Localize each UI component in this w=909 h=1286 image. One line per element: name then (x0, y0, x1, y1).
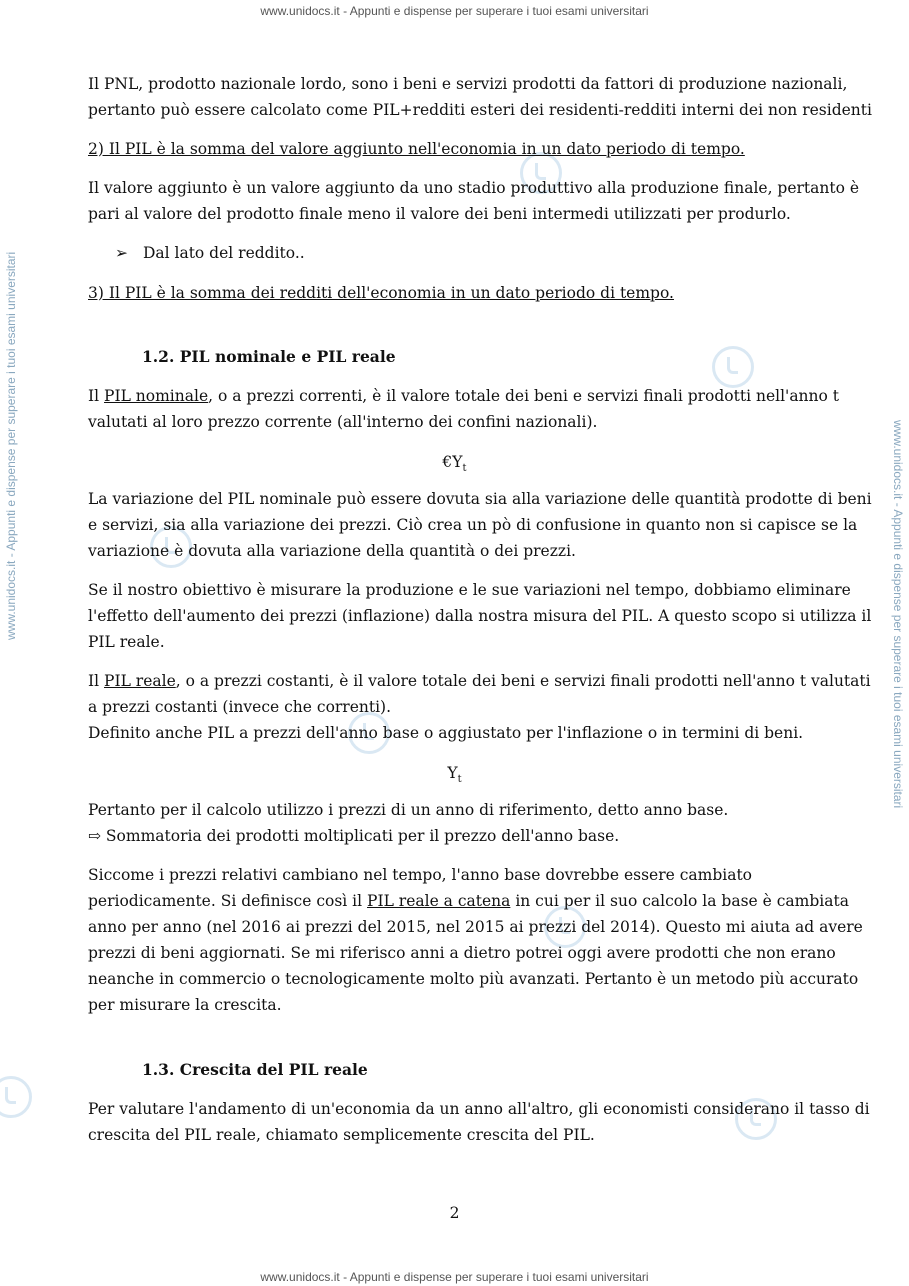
term-nominal-gdp: PIL nominale (104, 387, 209, 405)
formula-real-gdp: $Y_t$ (447, 764, 462, 786)
watermark-side-right: www.unidocs.it - Appunti e dispense per superare i tuoi esami universitari (891, 420, 905, 809)
formula-nominal-gdp: $€Y_t$ (442, 453, 467, 475)
watermark-header: www.unidocs.it - Appunti e dispense per superare i tuoi esami universitari (260, 4, 649, 18)
section-heading-1-3: 1.3. Crescita del PIL reale (142, 1060, 368, 1079)
page-number: 2 (449, 1204, 460, 1222)
watermark-side-left: www.unidocs.it - Appunti e dispense per superare i tuoi esami universitari (4, 251, 18, 640)
paragraph-variation-line-2: e servizi, sia alla variazione dei prezzi. Ciò crea un pò di confusione in quanto non si capisce se la (88, 516, 858, 534)
paragraph-objective-line-2: l'effetto dell'aumento dei prezzi (inflazione) dalla nostra misura del PIL. A questo scopo si utilizza il (88, 607, 872, 625)
paragraph-real-gdp-line-1: Il PIL reale, o a prezzi costanti, è il valore totale dei beni e servizi finali prodotti nell'anno t valutati (88, 672, 871, 690)
paragraph-nominal-gdp-line-2: valutati al loro prezzo corrente (all'interno dei confini nazionali). (88, 413, 598, 431)
paragraph-chain-line-1: Siccome i prezzi relativi cambiano nel tempo, l'anno base dovrebbe essere cambiato (88, 866, 753, 884)
paragraph-growth-line-1: Per valutare l'andamento di un'economia da un anno all'altro, gli economisti considerano il tasso di (88, 1100, 870, 1118)
paragraph-base-year-line-2: ⇨ Sommatoria dei prodotti moltiplicati per il prezzo dell'anno base. (88, 827, 620, 845)
paragraph-real-gdp-line-3: Definito anche PIL a prezzi dell'anno base o aggiustato per l'inflazione o in termini di beni. (88, 724, 804, 742)
paragraph-value-added-line-2: pari al valore del prodotto finale meno il valore dei beni intermedi utilizzati per produrlo. (88, 205, 791, 223)
paragraph-variation-line-3: variazione è dovuta alla variazione della quantità o dei prezzi. (88, 542, 576, 560)
term-real-gdp: PIL reale (104, 672, 176, 690)
paragraph-pnl-line-1: Il PNL, prodotto nazionale lordo, sono i beni e servizi prodotti da fattori di produzione nazionali, (88, 75, 848, 93)
paragraph-pnl-line-2: pertanto può essere calcolato come PIL+redditi esteri dei residenti-redditi interni dei non residenti (88, 101, 872, 119)
paragraph-value-added-line-1: Il valore aggiunto è un valore aggiunto da uno stadio produttivo alla produzione finale, pertanto è (88, 179, 860, 197)
bullet-income-side (115, 240, 855, 266)
paragraph-chain-line-4: prezzi di beni aggiornati. Se mi riferisco anni a dietro potrei oggi avere prodotti che non erano (88, 944, 836, 962)
watermark-footer: www.unidocs.it - Appunti e dispense per superare i tuoi esami universitari (260, 1270, 649, 1284)
paragraph-growth-line-2: crescita del PIL reale, chiamato semplicemente crescita del PIL. (88, 1126, 595, 1144)
definition-value-added: 2) Il PIL è la somma del valore aggiunto nell'economia in un dato periodo di tempo. (88, 140, 745, 158)
paragraph-chain-line-6: per misurare la crescita. (88, 996, 282, 1014)
section-heading-1-2: 1.2. PIL nominale e PIL reale (142, 347, 396, 366)
bullet-arrow-icon: ➢ (115, 244, 128, 262)
paragraph-chain-line-2: periodicamente. Si definisce così il PIL reale a catena in cui per il suo calcolo la base è cambiata (88, 892, 849, 910)
paragraph-chain-line-5: neanche in commercio o tecnologicamente molto più avanzati. Pertanto è un metodo più accurato (88, 970, 859, 988)
bullet-text: Dal lato del reddito.. (142, 244, 305, 262)
term-chained-real-gdp: PIL reale a catena (367, 892, 511, 910)
paragraph-objective-line-1: Se il nostro obiettivo è misurare la produzione e le sue variazioni nel tempo, dobbiamo eliminare (88, 581, 851, 599)
paragraph-real-gdp-line-2: a prezzi costanti (invece che correnti). (88, 698, 392, 716)
paragraph-base-year-line-1: Pertanto per il calcolo utilizzo i prezzi di un anno di riferimento, detto anno base. (88, 801, 729, 819)
paragraph-nominal-gdp-line-1: Il PIL nominale, o a prezzi correnti, è il valore totale dei beni e servizi finali prodotti nell'anno t (88, 387, 840, 405)
paragraph-chain-line-3: anno per anno (nel 2016 ai prezzi del 2015, nel 2015 ai prezzi del 2014). Questo mi aiuta ad avere (88, 918, 863, 936)
definition-income: 3) Il PIL è la somma dei redditi dell'economia in un dato periodo di tempo. (88, 284, 674, 302)
paragraph-objective-line-3: PIL reale. (88, 633, 165, 651)
arrow-right-icon: ⇨ (88, 827, 101, 845)
paragraph-variation-line-1: La variazione del PIL nominale può essere dovuta sia alla variazione delle quantità prodotte di beni (88, 490, 872, 508)
unidocs-logo-icon (0, 1076, 32, 1118)
